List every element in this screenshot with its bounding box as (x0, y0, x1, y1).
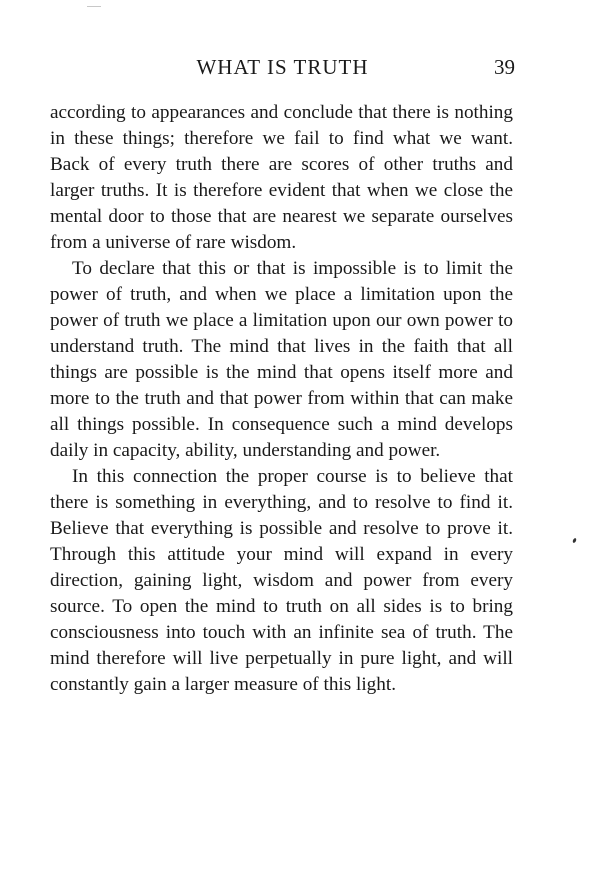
running-head (50, 52, 515, 82)
body-text (50, 100, 513, 698)
scan-mark (87, 6, 101, 7)
paragraph-3: In this connection the proper course is to believe that there is something in everything, and to resolve to find it. Believe that everything is possible and resolve to prove it. Through this attitude your mind will expand in every direction, gaining light, wisdom and power from every source. To open the mind to truth on all sides is to bring consciousness into touch with an infinite sea of truth. The mind therefore will live perpetually in pure light, and will constantly gain a larger measure of this light. (50, 466, 513, 695)
page-number: 39 (494, 55, 515, 79)
paragraph-2: To declare that this or that is impossible is to limit the power of truth, and when we place a limitation upon the power of truth we place a limitation upon our own power to understand truth. The mind that lives in the faith that all things are possible is the mind that opens itself more and more to the truth and that power from within that can make all things possible. In consequence such a mind develops daily in capacity, ability, understanding and power. (50, 258, 513, 461)
ink-speck (572, 538, 577, 544)
running-title: WHAT IS TRUTH (196, 55, 369, 79)
paragraph-1: according to appearances and conclude that there is nothing in these things; therefore we fail to find what we want. Back of every truth there are scores of other truths and larger truths. It is therefore evident that when we close the mental door to those that are nearest we separate ourselves from a universe of rare wisdom. (50, 102, 513, 253)
